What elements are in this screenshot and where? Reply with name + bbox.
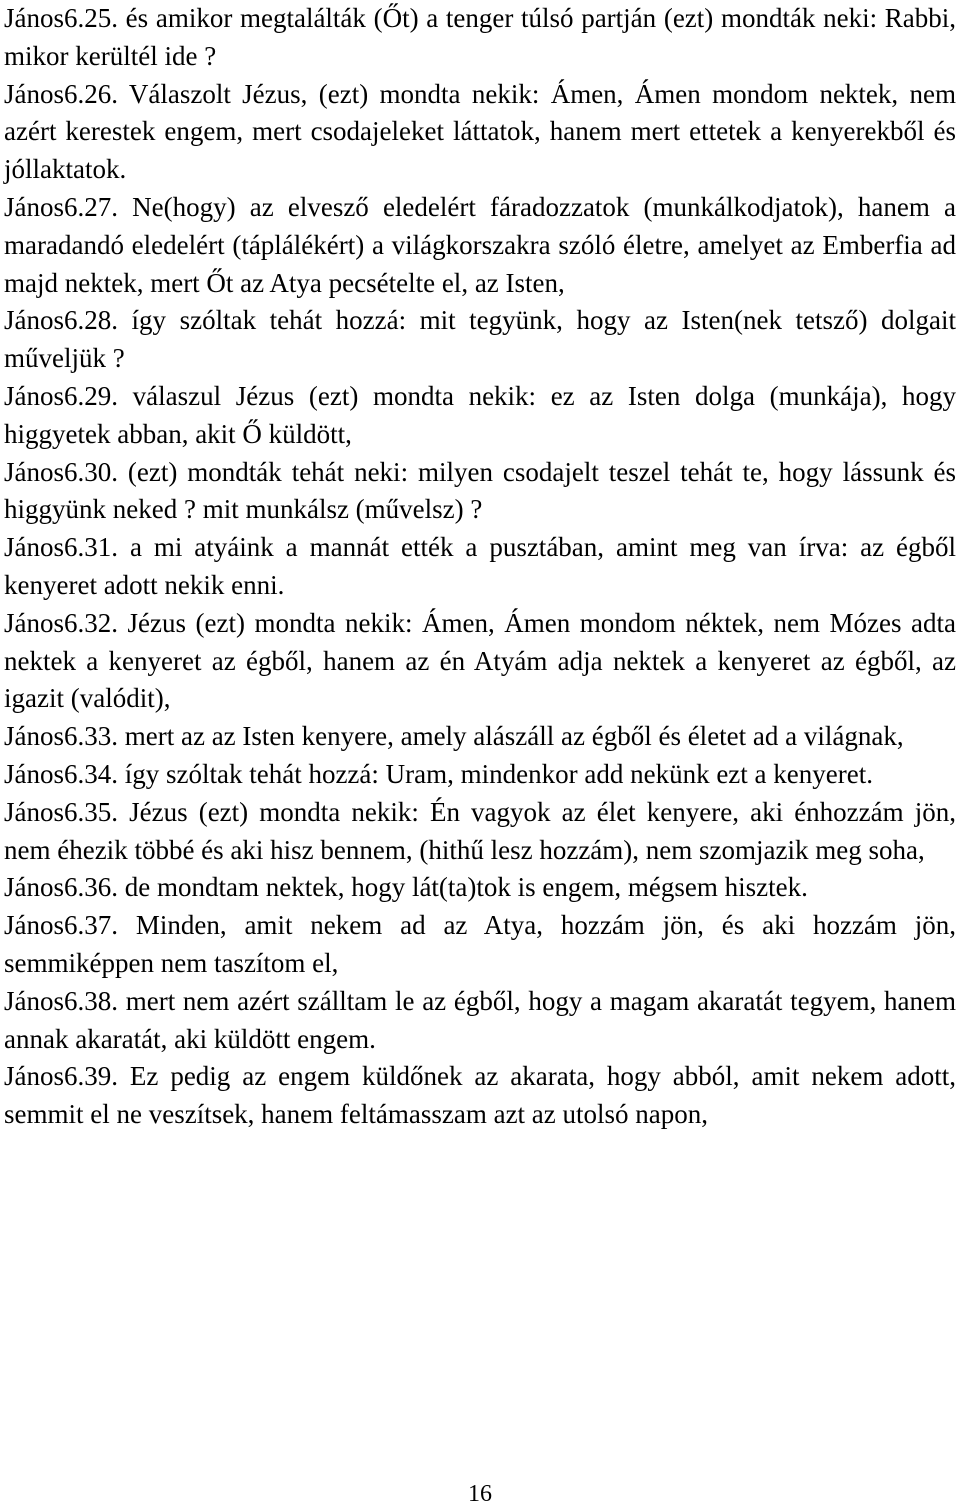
- verse-reference: János6.38.: [4, 985, 118, 1016]
- verse-reference: János6.31.: [4, 532, 118, 563]
- verse-reference: János6.33.: [4, 721, 118, 752]
- verse-text: válaszul Jézus (ezt) mondta nekik: ez az Isten dolga (munkája), hogy higgyetek abban, akit Ő küldött,: [4, 380, 956, 449]
- verse-text: Válaszolt Jézus, (ezt) mondta nekik: Ámen, Ámen mondom nektek, nem azért kerestek engem, mert csodajeleket láttatok, hanem mert ettetek a kenyerekből és jóllaktatok.: [4, 78, 956, 185]
- verse-text: Jézus (ezt) mondta nekik: Én vagyok az élet kenyere, aki énhozzám jön, nem éhezik többé és aki hisz bennem, (hithű lesz hozzám), nem szomjazik meg soha,: [4, 796, 956, 865]
- verse-reference: János6.35.: [4, 796, 118, 827]
- verse-reference: János6.26.: [4, 78, 118, 109]
- verse-text: Minden, amit nekem ad az Atya, hozzám jön, és aki hozzám jön, semmiképpen nem taszítom el,: [4, 910, 956, 978]
- verse-reference: János6.29.: [4, 380, 118, 411]
- verse: [4, 1058, 956, 1134]
- verse-reference: János6.39.: [4, 1061, 118, 1092]
- verse: [4, 605, 956, 718]
- verse-text: mert az az Isten kenyere, amely alászáll az égből és életet ad a világnak,: [124, 721, 904, 752]
- document-page: [4, 0, 956, 1134]
- verse-reference: János6.37.: [4, 910, 118, 941]
- verse: [4, 907, 956, 983]
- verse-reference: János6.27.: [4, 191, 118, 222]
- verse-text: (ezt) mondták tehát neki: milyen csodajelt teszel tehát te, hogy lássunk és higgyünk neked ? mit munkálsz (művelsz) ?: [4, 456, 956, 525]
- verse: [4, 189, 956, 302]
- verse-text: a mi atyáink a mannát ették a pusztában, amint meg van írva: az égből kenyeret adott nekik enni.: [4, 532, 957, 600]
- verse-reference: János6.32.: [4, 607, 118, 638]
- verse-text: Ne(hogy) az elvesző eledelért fáradozzatok (munkálkodjatok), hanem a maradandó eledelért (táplálékért) a világkorszakra szóló életre, amelyet az Emberfia ad majd nektek, mert Őt az Atya pecsételte el, az Isten,: [4, 191, 956, 298]
- verse-text: Jézus (ezt) mondta nekik: Ámen, Ámen mondom néktek, nem Mózes adta nektek a kenyeret az égből, hanem az én Atyám adja nektek a kenyeret az égből, az igazit (valódit),: [4, 607, 957, 714]
- verse: [4, 756, 956, 794]
- verse: [4, 869, 956, 907]
- verse-reference: János6.36.: [4, 872, 118, 903]
- verse: [4, 302, 956, 378]
- verse-text: de mondtam nektek, hogy lát(ta)tok is engem, mégsem hisztek.: [124, 872, 808, 903]
- verse-text: és amikor megtalálták (Őt) a tenger túlsó partján (ezt) mondták neki: Rabbi, mikor kerültél ide ?: [4, 3, 956, 71]
- verse: [4, 454, 956, 530]
- verse: [4, 983, 956, 1059]
- verse-reference: János6.30.: [4, 456, 118, 487]
- verse: [4, 0, 956, 76]
- verse-text: így szóltak tehát hozzá: mit tegyünk, hogy az Isten(nek tetsző) dolgait műveljük ?: [4, 305, 957, 374]
- verse: [4, 794, 956, 870]
- page-number: 16: [468, 1481, 492, 1507]
- verse: [4, 718, 956, 756]
- verse: [4, 378, 956, 454]
- verse: [4, 529, 956, 605]
- verse-text: Ez pedig az engem küldőnek az akarata, hogy abból, amit nekem adott, semmit el ne veszítsek, hanem feltámasszam azt az utolsó napon,: [4, 1061, 956, 1130]
- verse-reference: János6.34.: [4, 758, 118, 789]
- verse-text: így szóltak tehát hozzá: Uram, mindenkor add nekünk ezt a kenyeret.: [124, 758, 873, 789]
- verse-text: mert nem azért szálltam le az égből, hogy a magam akaratát tegyem, hanem annak akaratát, aki küldött engem.: [4, 985, 957, 1054]
- verse-reference: János6.25.: [4, 3, 118, 33]
- verse: [4, 76, 956, 189]
- verse-reference: János6.28.: [4, 305, 118, 336]
